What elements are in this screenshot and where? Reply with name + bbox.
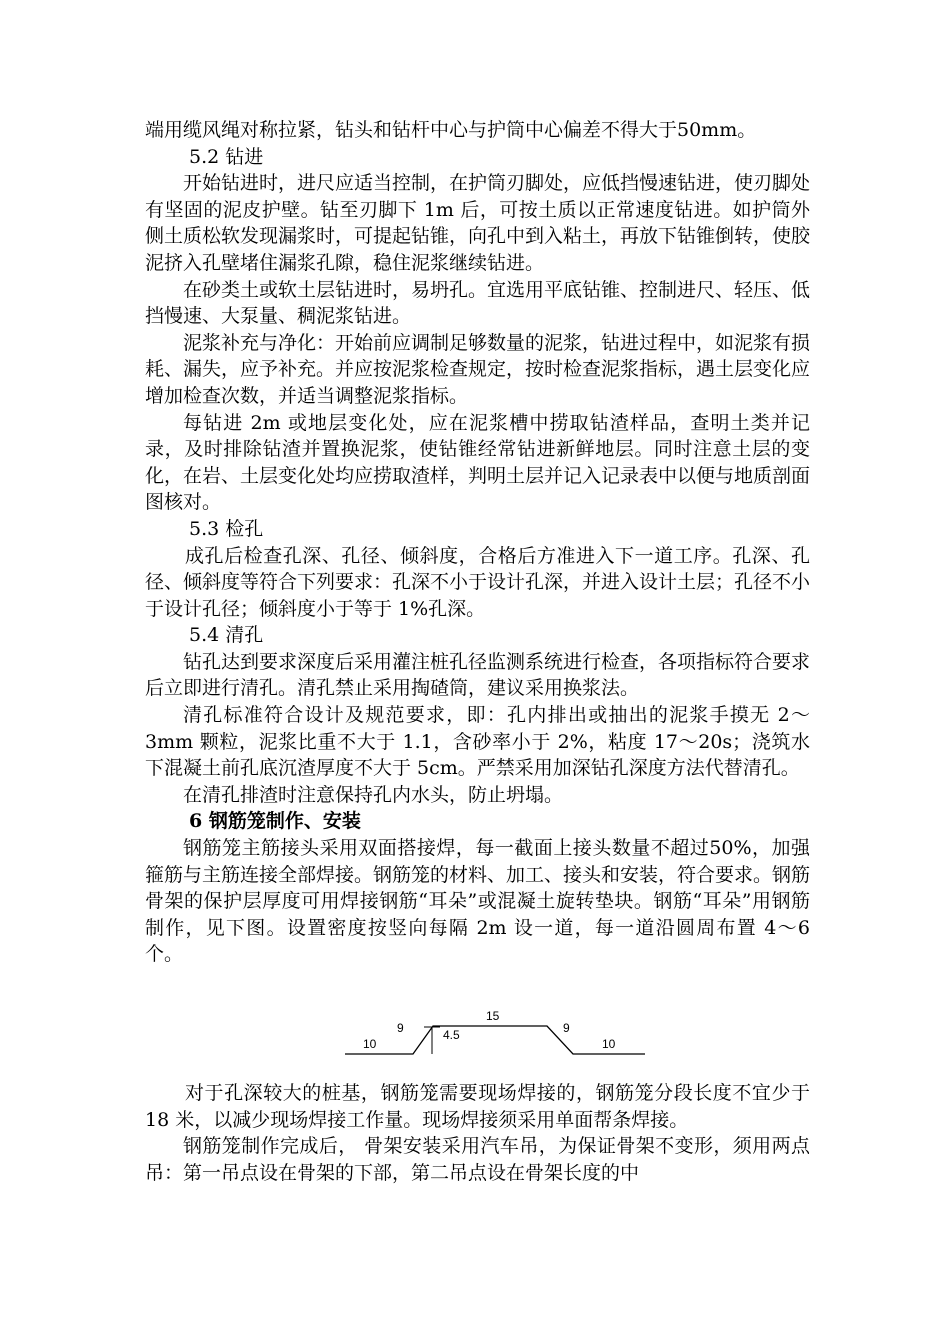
label-left-slope: 9: [397, 1021, 404, 1035]
label-height: 4.5: [443, 1028, 460, 1042]
paragraph: 在砂类土或软土层钻进时，易坍孔。宜选用平底钻锥、控制进尺、轻压、低挡慢速、大泵量、稠泥浆钻进。: [145, 278, 811, 328]
text-block-bottom: [145, 1080, 810, 1186]
section-subheading: 5.4 清孔: [189, 624, 264, 647]
rebar-ear-outline: [345, 1026, 645, 1054]
text-block-top: [145, 117, 810, 968]
label-right-base: 10: [602, 1037, 616, 1051]
paragraph: 钢筋笼主筋接头采用双面搭接焊，每一截面上接头数量不超过50%，加强箍筋与主筋连接全部焊接。钢筋笼的材料、加工、接头和安装，符合要求。钢筋骨架的保护层厚度可用焊接钢筋“耳朵”或混凝土旋转垫块。钢筋“耳朵”用钢筋制作，见下图。设置密度按竖向每隔 2m 设一道，每一道沿圆周布置 4～6 个。: [145, 837, 811, 966]
label-top: 15: [486, 1009, 500, 1023]
paragraph: 钻孔达到要求深度后采用灌注桩孔径监测系统进行检查，各项指标符合要求后立即进行清孔。清孔禁止采用掏碴筒，建议采用换浆法。: [145, 650, 811, 700]
paragraph: 清孔标准符合设计及规范要求，即：孔内排出或抽出的泥浆手摸无 2～3mm 颗粒，泥浆比重不大于 1.1，含砂率小于 2%，粘度 17～20s；浇筑水下混凝土前孔底沉渣厚度不大于 5cm。严禁采用加深钻孔深度方法代替清孔。: [145, 704, 810, 780]
label-right-slope: 9: [563, 1021, 570, 1035]
paragraph: 端用缆风绳对称拉紧，钻头和钻杆中心与护筒中心偏差不得大于50mm。: [145, 119, 757, 141]
paragraph: 泥浆补充与净化：开始前应调制足够数量的泥浆，钻进过程中，如泥浆有损耗、漏失，应予补充。并应按泥浆检查规定，按时检查泥浆指标，遇土层变化应增加检查次数，并适当调整泥浆指标。: [145, 331, 811, 407]
paragraph: 每钻进 2m 或地层变化处，应在泥浆槽中捞取钻渣样品，查明土类并记录，及时排除钻渣并置换泥浆，使钻锥经常钻进新鲜地层。同时注意土层的变化，在岩、土层变化处均应捞取渣样，判明土层并记入记录表中以便与地质剖面图核对。: [145, 411, 811, 514]
paragraph: 开始钻进时，进尺应适当控制，在护筒刃脚处，应低挡慢速钻进，使刃脚处有坚固的泥皮护壁。钻至刃脚下 1m 后，可按土质以正常速度钻进。如护筒外侧土质松软发现漏浆时，可提起钻锥，向孔中到入粘土，再放下钻锥倒转，使胶泥挤入孔壁堵住漏浆孔隙，稳住泥浆继续钻进。: [145, 172, 811, 274]
paragraph: 成孔后检查孔深、孔径、倾斜度，合格后方准进入下一道工序。孔深、孔径、倾斜度等符合下列要求：孔深不小于设计孔深，并进入设计土层；孔径不小于设计孔径；倾斜度小于等于 1%孔深。: [145, 544, 811, 620]
section-subheading: 5.3 检孔: [189, 517, 264, 540]
section-subheading: 5.2 钻进: [189, 145, 264, 168]
rebar-ear-diagram: [145, 968, 810, 1080]
section-heading: 6 钢筋笼制作、安装: [189, 810, 361, 833]
paragraph: 对于孔深较大的桩基，钢筋笼需要现场焊接的，钢筋笼分段长度不宜少于 18 米，以减少现场焊接工作量。现场焊接须采用单面帮条焊接。: [145, 1082, 810, 1131]
rebar-ear-drawing: [145, 968, 810, 1080]
paragraph: 钢筋笼制作完成后， 骨架安装采用汽车吊，为保证骨架不变形，须用两点吊：第一吊点设在骨架的下部，第二吊点设在骨架长度的中: [145, 1135, 810, 1184]
document-body: [145, 117, 810, 1186]
paragraph: 在清孔排渣时注意保持孔内水头，防止坍塌。: [183, 783, 564, 806]
label-left-base: 10: [363, 1037, 377, 1051]
